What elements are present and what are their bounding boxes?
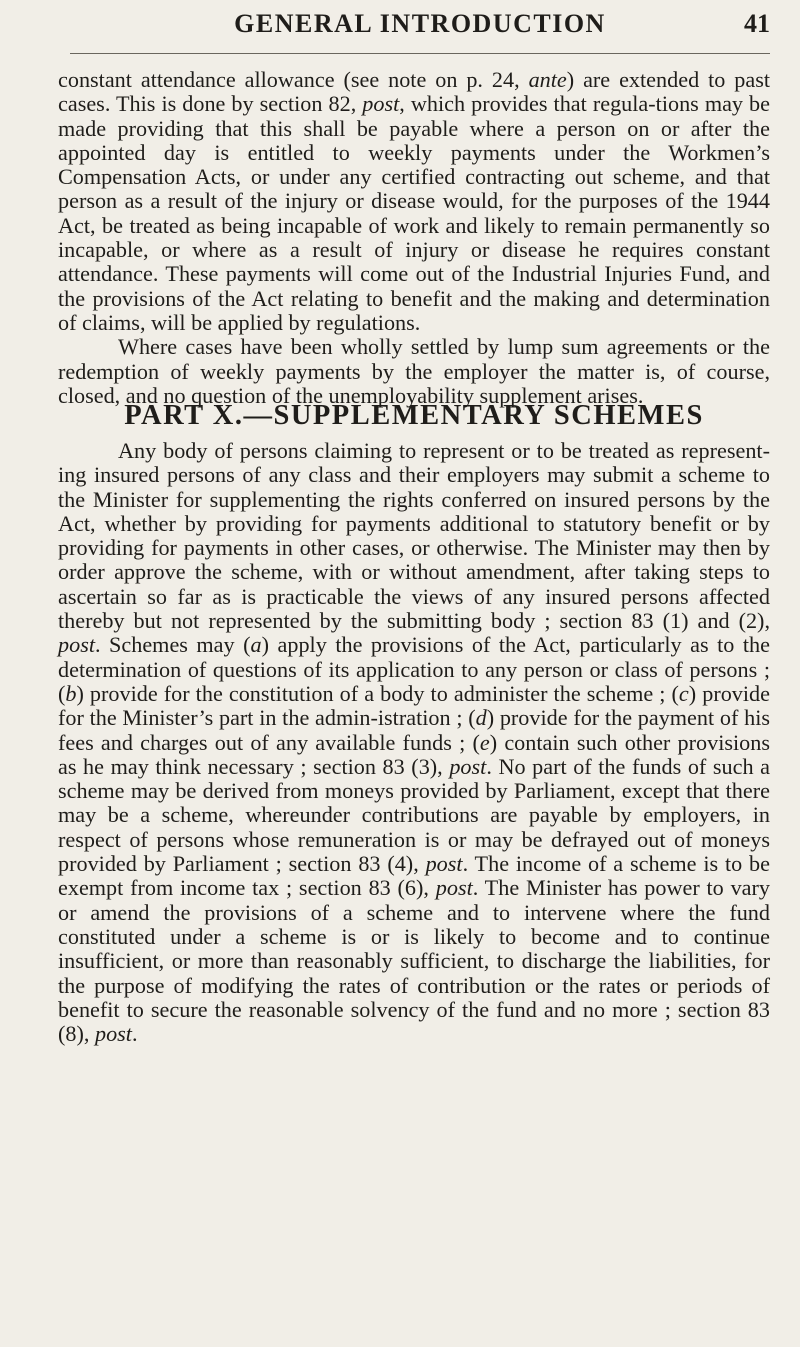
paragraph-lump-sum: Where cases have been wholly settled by lump sum agreements or the redemption of weekly payments by the employer the matter is, of course, closed, and no question of the unemployability supplement arises. xyxy=(58,334,770,408)
page-number: 41 xyxy=(744,9,770,38)
header-rule xyxy=(70,53,770,54)
section-text-block xyxy=(58,439,770,1046)
section-heading: PART X.—SUPPLEMENTARY SCHEMES xyxy=(124,400,704,431)
paragraph-continued: constant attendance allowance (see note on p. 24, ante) are extended to past cases. This is done by section 82, post, which provides that regula-tions may be made providing that this shall be payable where a person on or after the appointed day is entitled to weekly payments under the Workmen’s Compensation Acts, or under any certified contracting out scheme, and that person as a result of the injury or disease would, for the purposes of the 1944 Act, be treated as being incapable of work and likely to remain permanently so incapable, or where as a result of injury or disease he requires constant attendance. These payments will come out of the Industrial Injuries Fund, and the provisions of the Act relating to benefit and the making and determination of claims, will be applied by regulations. xyxy=(58,67,770,335)
running-title: GENERAL INTRODUCTION xyxy=(234,9,606,38)
paragraph-supplementary-schemes: Any body of persons claiming to represent or to be treated as represent-ing insured persons of any class and their employers may submit a scheme to the Minister for supplementing the rights conferred on insured persons by the Act, whether by providing for payments additional to statutory benefit or by providing for payments in other cases, or otherwise. The Minister may then by order approve the scheme, with or without amendment, after taking steps to ascertain so far as is practicable the views of any insured persons affected thereby but not represented by the submitting body ; section 83 (1) and (2), post. Schemes may (a) apply the provisions of the Act, particularly as to the determination of questions of its application to any person or class of persons ; (b) provide for the constitution of a body to administer the scheme ; (c) provide for the Minister’s part in the admin-istration ; (d) provide for the payment of his fees and charges out of any available funds ; (e) contain such other provisions as he may think necessary ; section 83 (3), post. No part of the funds of such a scheme may be derived from moneys provided by Parliament, except that there may be a scheme, whereunder contributions are payable by employers, in respect of persons whose remuneration is or may be defrayed out of moneys provided by Parliament ; section 83 (4), post. The income of a scheme is to be exempt from income tax ; section 83 (6), post. The Minister has power to vary or amend the provisions of a scheme and to intervene where the fund constituted under a scheme is or is likely to become and to continue insufficient, or more than reasonably sufficient, to discharge the liabilities, for the purpose of modifying the rates of contribution or the rates or periods of benefit to secure the reasonable solvency of the fund and no more ; section 83 (8), post. xyxy=(58,438,771,1047)
running-head xyxy=(0,4,800,44)
intro-text-block xyxy=(58,68,770,408)
